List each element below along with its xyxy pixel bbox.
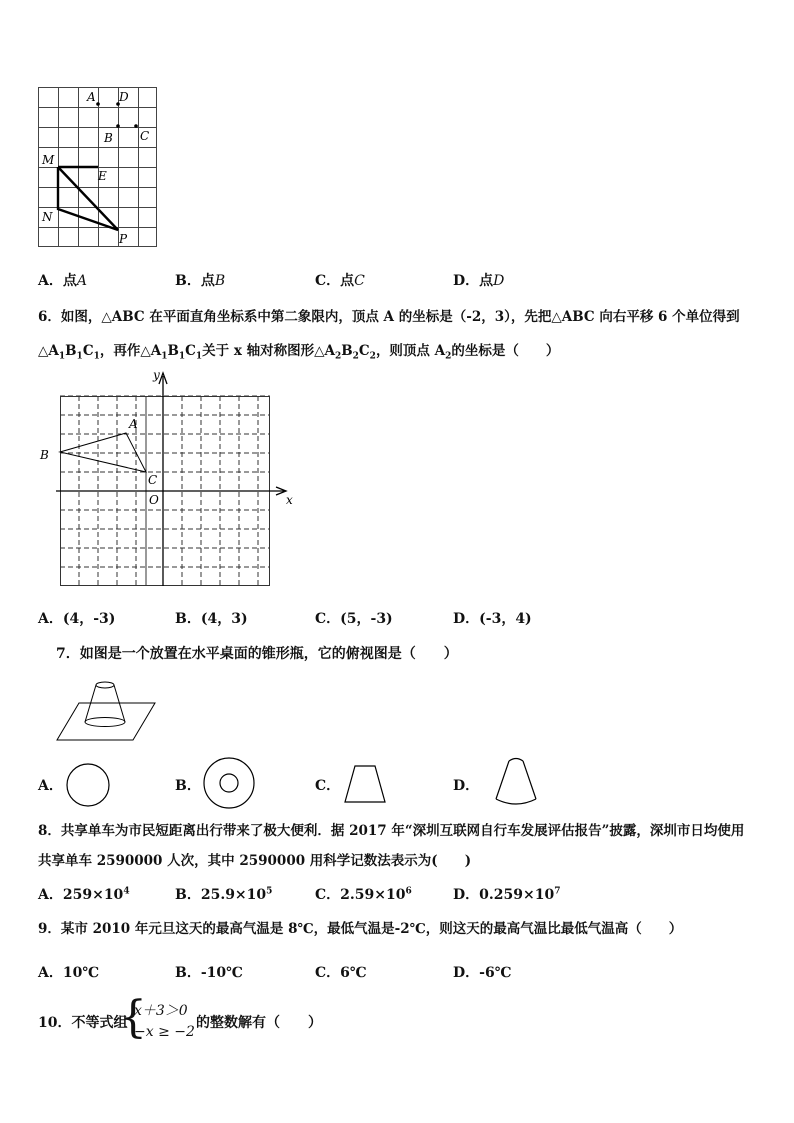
- q5-label-n: N: [42, 210, 53, 224]
- q6-coordinate-figure: [36, 368, 300, 590]
- q7-stem: 7．如图是一个放置在水平桌面的锥形瓶，它的俯视图是（ ）: [56, 646, 458, 662]
- q5-option-b[interactable]: B．点B: [175, 273, 226, 289]
- q5-label-p: P: [119, 232, 128, 246]
- q6-label-b: B: [40, 448, 49, 462]
- q5-label-e: E: [98, 169, 107, 183]
- q5-label-d: D: [119, 90, 129, 104]
- q10-inequality-1: x＋3＞0: [134, 1003, 188, 1019]
- q5-grid-figure: [30, 82, 170, 252]
- q5-label-a: A: [87, 90, 96, 104]
- q9-option-d[interactable]: D．-6℃: [453, 965, 512, 981]
- q8-option-c[interactable]: C．$2.59\times 10^6$: [315, 886, 412, 903]
- q6-label-x: x: [286, 493, 293, 507]
- q10-prefix: 10．不等式组: [38, 1015, 128, 1031]
- q9-option-a[interactable]: A．10℃: [38, 965, 100, 981]
- q6-option-c[interactable]: C．(5，-3): [315, 611, 393, 627]
- q6-label-o: O: [149, 493, 159, 507]
- q7-flask-figure: [55, 678, 157, 744]
- q5-label-m: M: [42, 153, 55, 167]
- q6-option-d[interactable]: D．(-3，4): [453, 611, 532, 627]
- q8-option-b[interactable]: B．$25.9\times 10^5$: [175, 886, 273, 903]
- q9-option-c[interactable]: C．6℃: [315, 965, 367, 981]
- q5-option-d[interactable]: D．点D: [453, 273, 505, 289]
- q7-option-a-label[interactable]: A．: [38, 778, 63, 794]
- q7-option-b-ring-icon[interactable]: [200, 755, 258, 811]
- q10-inequality-2: −x ≥ −2: [134, 1024, 195, 1040]
- q6-stem-line1: 6．如图，△ABC 在平面直角坐标系中第二象限内，顶点 A 的坐标是（-2，3），先把△ABC 向右平移 6 个单位得到: [38, 309, 740, 325]
- q8-stem-line2: 共享单车 2590000 人次，其中 2590000 用科学记数法表示为( ): [38, 853, 472, 869]
- q10-brace: {: [119, 992, 147, 1043]
- q6-label-y: y: [153, 368, 160, 382]
- q8-stem-line1: 8．共享单车为市民短距离出行带来了极大便利．据 2017 年“深圳互联网自行车发展评估报告”披露，深圳市日均使用: [38, 823, 745, 839]
- q6-option-b[interactable]: B．(4，3): [175, 611, 248, 627]
- q9-option-b[interactable]: B．-10℃: [175, 965, 243, 981]
- q8-option-d[interactable]: D．$0.259\times 10^7$: [453, 886, 561, 903]
- q5-label-b: B: [104, 131, 113, 145]
- q7-option-d-cone-icon[interactable]: [492, 755, 540, 811]
- q8-option-a[interactable]: A．$259\times 10^4$: [38, 886, 130, 903]
- q7-option-c-trapezoid-icon[interactable]: [340, 763, 390, 805]
- q6-option-a[interactable]: A．(4，-3): [38, 611, 116, 627]
- q5-label-c: C: [140, 129, 150, 143]
- q9-stem: 9．某市 2010 年元旦这天的最高气温是 8℃，最低气温是-2℃，则这天的最高气温比最低气温高（ ）: [38, 921, 683, 937]
- q7-option-a-circle-icon[interactable]: [62, 762, 114, 808]
- q7-option-b-label[interactable]: B．: [175, 778, 201, 794]
- q10-suffix: 的整数解有（ ）: [196, 1015, 322, 1031]
- q5-option-a[interactable]: A．点A: [38, 273, 87, 289]
- q6-label-a: A: [129, 417, 138, 431]
- q6-stem-line2: $\triangle A_1B_1C_1$，再作$\triangle A_1B_1C_1$关于 x 轴对称图形$\triangle A_2B_2C_2$，则顶点 $A_2$的坐标是（ ）: [38, 343, 560, 362]
- q7-option-c-label[interactable]: C．: [315, 778, 341, 794]
- q6-label-c: C: [148, 473, 158, 487]
- q7-option-d-label[interactable]: D．: [453, 778, 480, 794]
- q5-option-c[interactable]: C．点C: [315, 273, 365, 289]
